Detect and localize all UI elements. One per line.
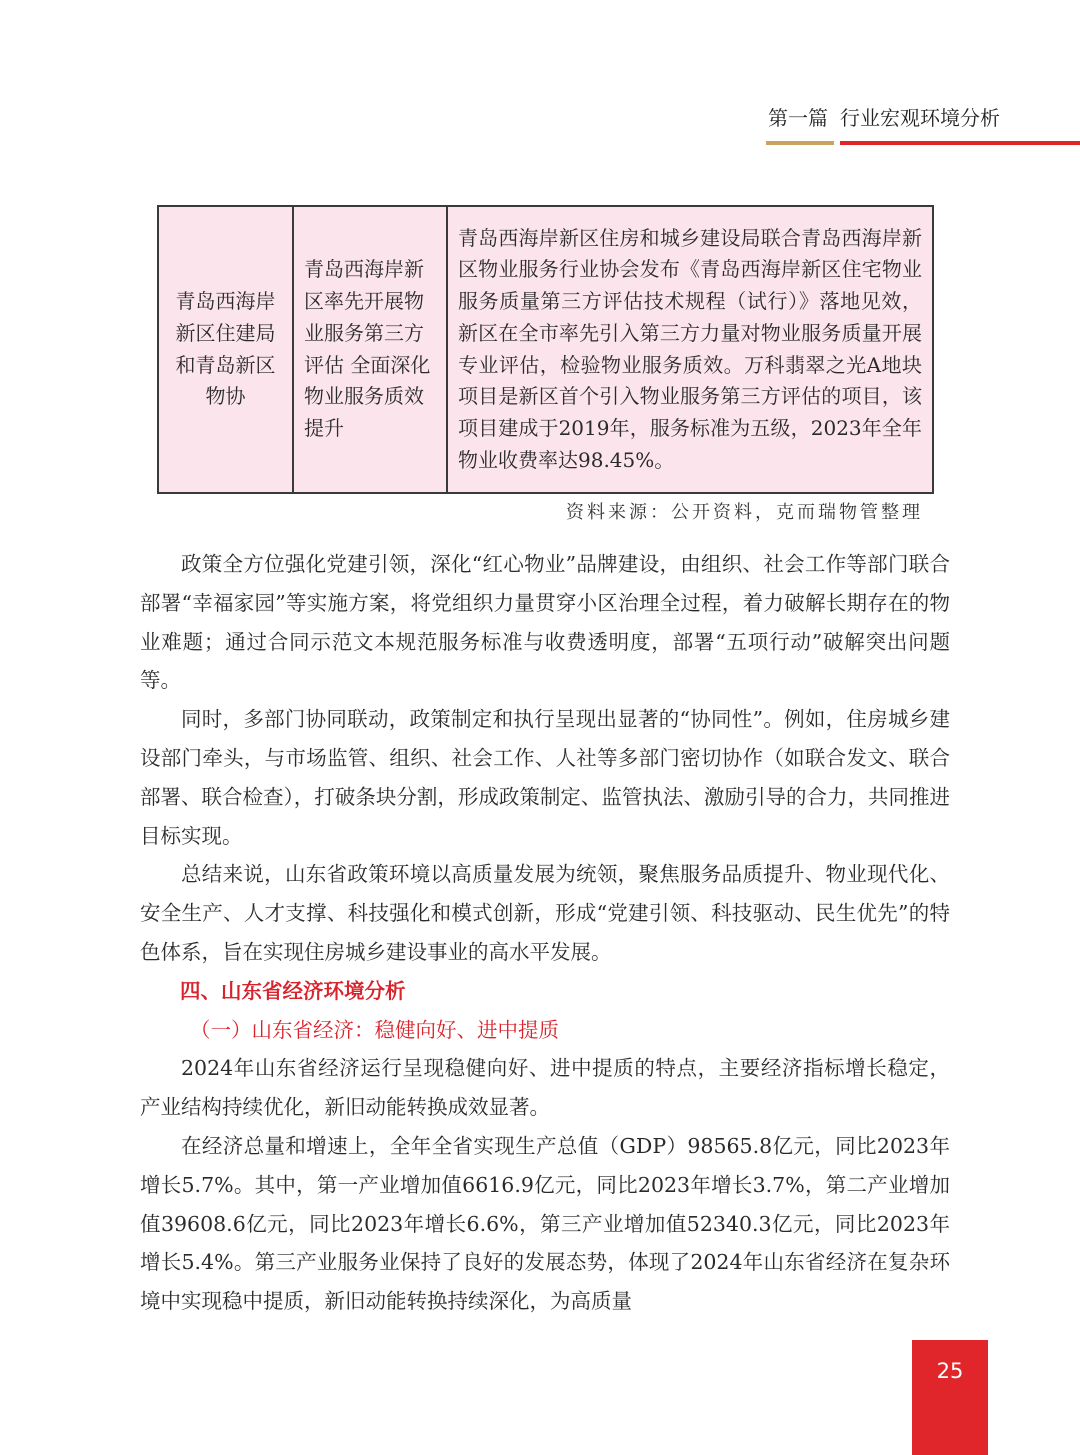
table-cell-title: 青岛西海岸新区率先开展物业服务第三方评估 全面深化物业服务质效提升 [293,206,447,493]
paragraph: 政策全方位强化党建引领，深化“红心物业”品牌建设，由组织、社会工作等部门联合部署“幸福家园”等实施方案，将党组织力量贯穿小区治理全过程，着力破解长期存在的物业难题；通过合同示范文本规范服务标准与收费透明度，部署“五项行动”破解突出问题等。 [140,552,950,693]
table-cell-content: 青岛西海岸新区住房和城乡建设局联合青岛西海岸新区物业服务行业协会发布《青岛西海岸新区住宅物业服务质量第三方评估技术规程（试行）》落地见效，新区在全市率先引入第三方力量对物业服务质量开展专业评估，检验物业服务质效。万科翡翠之光A地块项目是新区首个引入物业服务第三方评估的项目，该项目建成于2019年，服务标准为五级，2023年全年物业收费率达98.45%。 [447,206,933,493]
table-row [158,206,933,493]
header-rule-red [840,141,1080,145]
page-number: 25 [936,1359,964,1383]
section-heading: 四、山东省经济环境分析 [180,978,406,1003]
header-title: 行业宏观环境分析 [840,106,1000,130]
paragraph: 在经济总量和增速上，全年全省实现生产总值（GDP）98565.8亿元，同比2023年增长5.7%。其中，第一产业增加值6616.9亿元，同比2023年增长3.7%，第二产业增加值39608.6亿元，同比2023年增长6.6%，第三产业增加值52340.3亿元，同比2023年增长5.4%。第三产业服务业保持了良好的发展态势，体现了2024年山东省经济在复杂环境中实现稳中提质，新旧动能转换持续深化，为高质量 [140,1133,950,1314]
body-text [140,545,950,1321]
source-note: 资料来源：公开资料，克而瑞物管整理 [566,502,923,523]
page-number-tab [912,1340,988,1455]
paragraph: 总结来说，山东省政策环境以高质量发展为统领，聚焦服务品质提升、物业现代化、安全生产、人才支撑、科技强化和模式创新，形成“党建引领、科技驱动、民生优先”的特色体系，旨在实现住房城乡建设事业的高水平发展。 [140,862,950,964]
header-part: 第一篇 [768,106,828,130]
header-rule-gold [766,141,834,145]
paragraph: 同时，多部门协同联动，政策制定和执行呈现出显著的“协同性”。例如，住房城乡建设部门牵头，与市场监管、组织、社会工作、人社等多部门密切协作（如联合发文、联合部署、联合检查），打破条块分割，形成政策制定、监管执法、激励引导的合力，共同推进目标实现。 [140,707,950,848]
paragraph: 2024年山东省经济运行呈现稳健向好、进中提质的特点，主要经济指标增长稳定，产业结构持续优化，新旧动能转换成效显著。 [140,1056,950,1120]
running-header [768,102,1000,131]
case-table [157,205,934,494]
table-cell-unit: 青岛西海岸新区住建局和青岛新区物协 [158,206,293,493]
subsection-heading: （一）山东省经济：稳健向好、进中提质 [190,1017,559,1042]
